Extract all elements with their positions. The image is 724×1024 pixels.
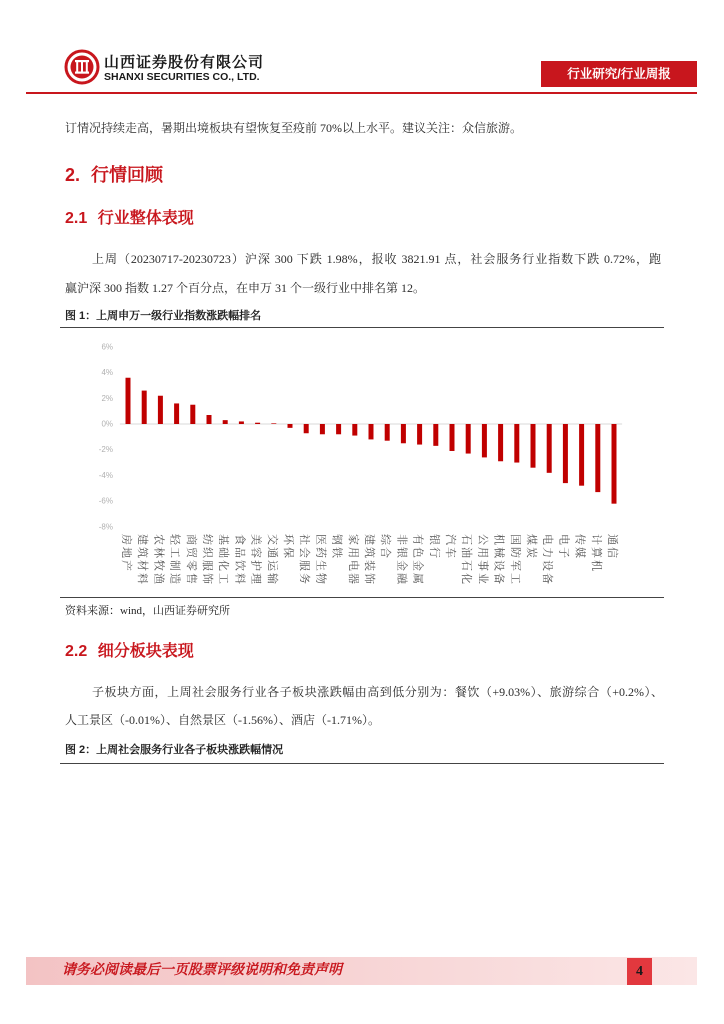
figure-1-source: 资料来源：wind，山西证券研究所 (65, 605, 230, 617)
x-tick-label: 食品饮料 (233, 534, 246, 586)
x-tick-label: 美容护理 (249, 534, 262, 586)
y-tick-label: 4% (101, 368, 113, 378)
chart-bar (433, 424, 438, 446)
x-tick-label: 建筑装饰 (363, 534, 375, 586)
x-tick-label: 公用事业 (476, 534, 489, 586)
figure-2-top-rule (60, 763, 664, 764)
chart-bar (547, 424, 552, 473)
figure-1-bottom-rule (60, 597, 664, 598)
figure-1-top-rule (60, 327, 664, 328)
chart-bar (336, 424, 341, 434)
footer-disclaimer: 请务必阅读最后一页股票评级说明和免责声明 (62, 963, 342, 978)
section-2-heading: 2. 行情回顾 (65, 165, 164, 185)
x-tick-label: 计算机 (589, 534, 602, 573)
x-tick-label: 煤炭 (525, 534, 537, 560)
chart-bar (595, 424, 600, 492)
chart-bar (417, 424, 422, 445)
x-tick-label: 农林牧渔 (152, 534, 165, 586)
header-divider (26, 92, 697, 94)
x-tick-label: 传媒 (573, 534, 586, 560)
paragraph-line: 人工景区（-0.01%）、自然景区（-1.56%）、酒店（-1.71%）。 (65, 713, 380, 727)
chart-bar (223, 420, 228, 424)
x-tick-label: 非银金融 (395, 534, 408, 586)
paragraph-line: 上周（20230717-20230723）沪深 300 下跌 1.98%，报收 3821.91 点，社会服务行业指数下跌 0.72%，跑 (92, 252, 661, 266)
x-tick-label: 环保 (282, 534, 294, 560)
x-tick-label: 纺织服饰 (201, 534, 213, 586)
chart-bar (207, 415, 212, 424)
company-name-en: SHANXI SECURITIES CO., LTD. (104, 71, 260, 83)
section-2-2-heading: 2.2 细分板块表现 (65, 643, 194, 660)
chart-bar (158, 396, 163, 424)
company-name-cn: 山西证券股份有限公司 (104, 54, 265, 71)
x-tick-label: 有色金属 (411, 534, 424, 586)
y-tick-label: -6% (98, 496, 113, 506)
x-tick-label: 房地产 (120, 534, 132, 573)
chart-bar (190, 405, 195, 424)
chart-bar (369, 424, 374, 439)
chart-bar (514, 424, 519, 463)
x-tick-label: 轻工制造 (168, 534, 181, 586)
x-tick-label: 基础化工 (217, 534, 230, 586)
chart-bar (563, 424, 568, 483)
x-tick-label: 通信 (606, 534, 618, 560)
chart-bar (142, 391, 147, 424)
x-tick-label: 钢铁 (330, 534, 343, 560)
x-tick-label: 建筑材料 (136, 534, 149, 586)
x-tick-label: 商贸零售 (184, 534, 197, 586)
chart-bar (466, 424, 471, 454)
x-tick-label: 电子 (557, 534, 570, 560)
figure-2-caption: 图 2：上周社会服务行业各子板块涨跌幅情况 (65, 744, 284, 756)
chart-bar (320, 424, 325, 434)
page-number: 4 (627, 958, 652, 985)
chart-bar (482, 424, 487, 457)
x-tick-label: 交通运输 (265, 534, 278, 586)
y-tick-label: 6% (101, 342, 113, 352)
x-tick-label: 社会服务 (298, 534, 311, 586)
x-tick-label: 家用电器 (346, 534, 359, 586)
chart-bar (288, 424, 293, 428)
x-tick-label: 汽车 (444, 534, 456, 560)
chart-bar (174, 403, 179, 424)
y-tick-label: 2% (101, 393, 113, 403)
chart-bar (579, 424, 584, 486)
x-tick-label: 石油石化 (460, 534, 473, 586)
chart-bar (271, 423, 276, 424)
figure-1-bar-chart (60, 330, 664, 595)
x-tick-label: 银行 (427, 534, 440, 560)
chart-bar (531, 424, 536, 468)
chart-bar (498, 424, 503, 461)
chart-bar (450, 424, 455, 451)
chart-bar (352, 424, 357, 436)
paragraph-line: 子板块方面，上周社会服务行业各子板块涨跌幅由高到低分别为：餐饮（+9.03%）、旅游综合（+0.2%）、 (92, 685, 663, 699)
y-tick-label: -2% (98, 445, 113, 455)
chart-bar (401, 424, 406, 443)
x-tick-label: 国防军工 (508, 534, 521, 586)
section-2-1-heading: 2.1 行业整体表现 (65, 210, 194, 227)
y-tick-label: 0% (101, 419, 113, 429)
figure-1-caption: 图 1：上周申万一级行业指数涨跌幅排名 (65, 310, 262, 322)
x-tick-label: 医药生物 (314, 534, 327, 586)
intro-line: 订情况持续走高，暑期出境板块有望恢复至疫前 70%以上水平。建议关注：众信旅游。 (65, 121, 522, 135)
chart-bar (255, 423, 260, 424)
report-type-badge: 行业研究/行业周报 (541, 61, 697, 87)
y-tick-label: -4% (98, 470, 113, 480)
paragraph-line: 赢沪深 300 指数 1.27 个百分点，在申万 31 个一级行业中排名第 12。 (65, 281, 426, 295)
chart-bar (126, 378, 131, 424)
x-tick-label: 电力设备 (541, 534, 554, 586)
company-logo (64, 49, 100, 85)
chart-bar (385, 424, 390, 441)
chart-bar (239, 421, 244, 424)
y-tick-label: -8% (98, 522, 113, 532)
x-tick-label: 综合 (379, 534, 392, 560)
chart-bar (304, 424, 309, 433)
chart-bar (612, 424, 617, 504)
x-tick-label: 机械设备 (492, 534, 505, 586)
